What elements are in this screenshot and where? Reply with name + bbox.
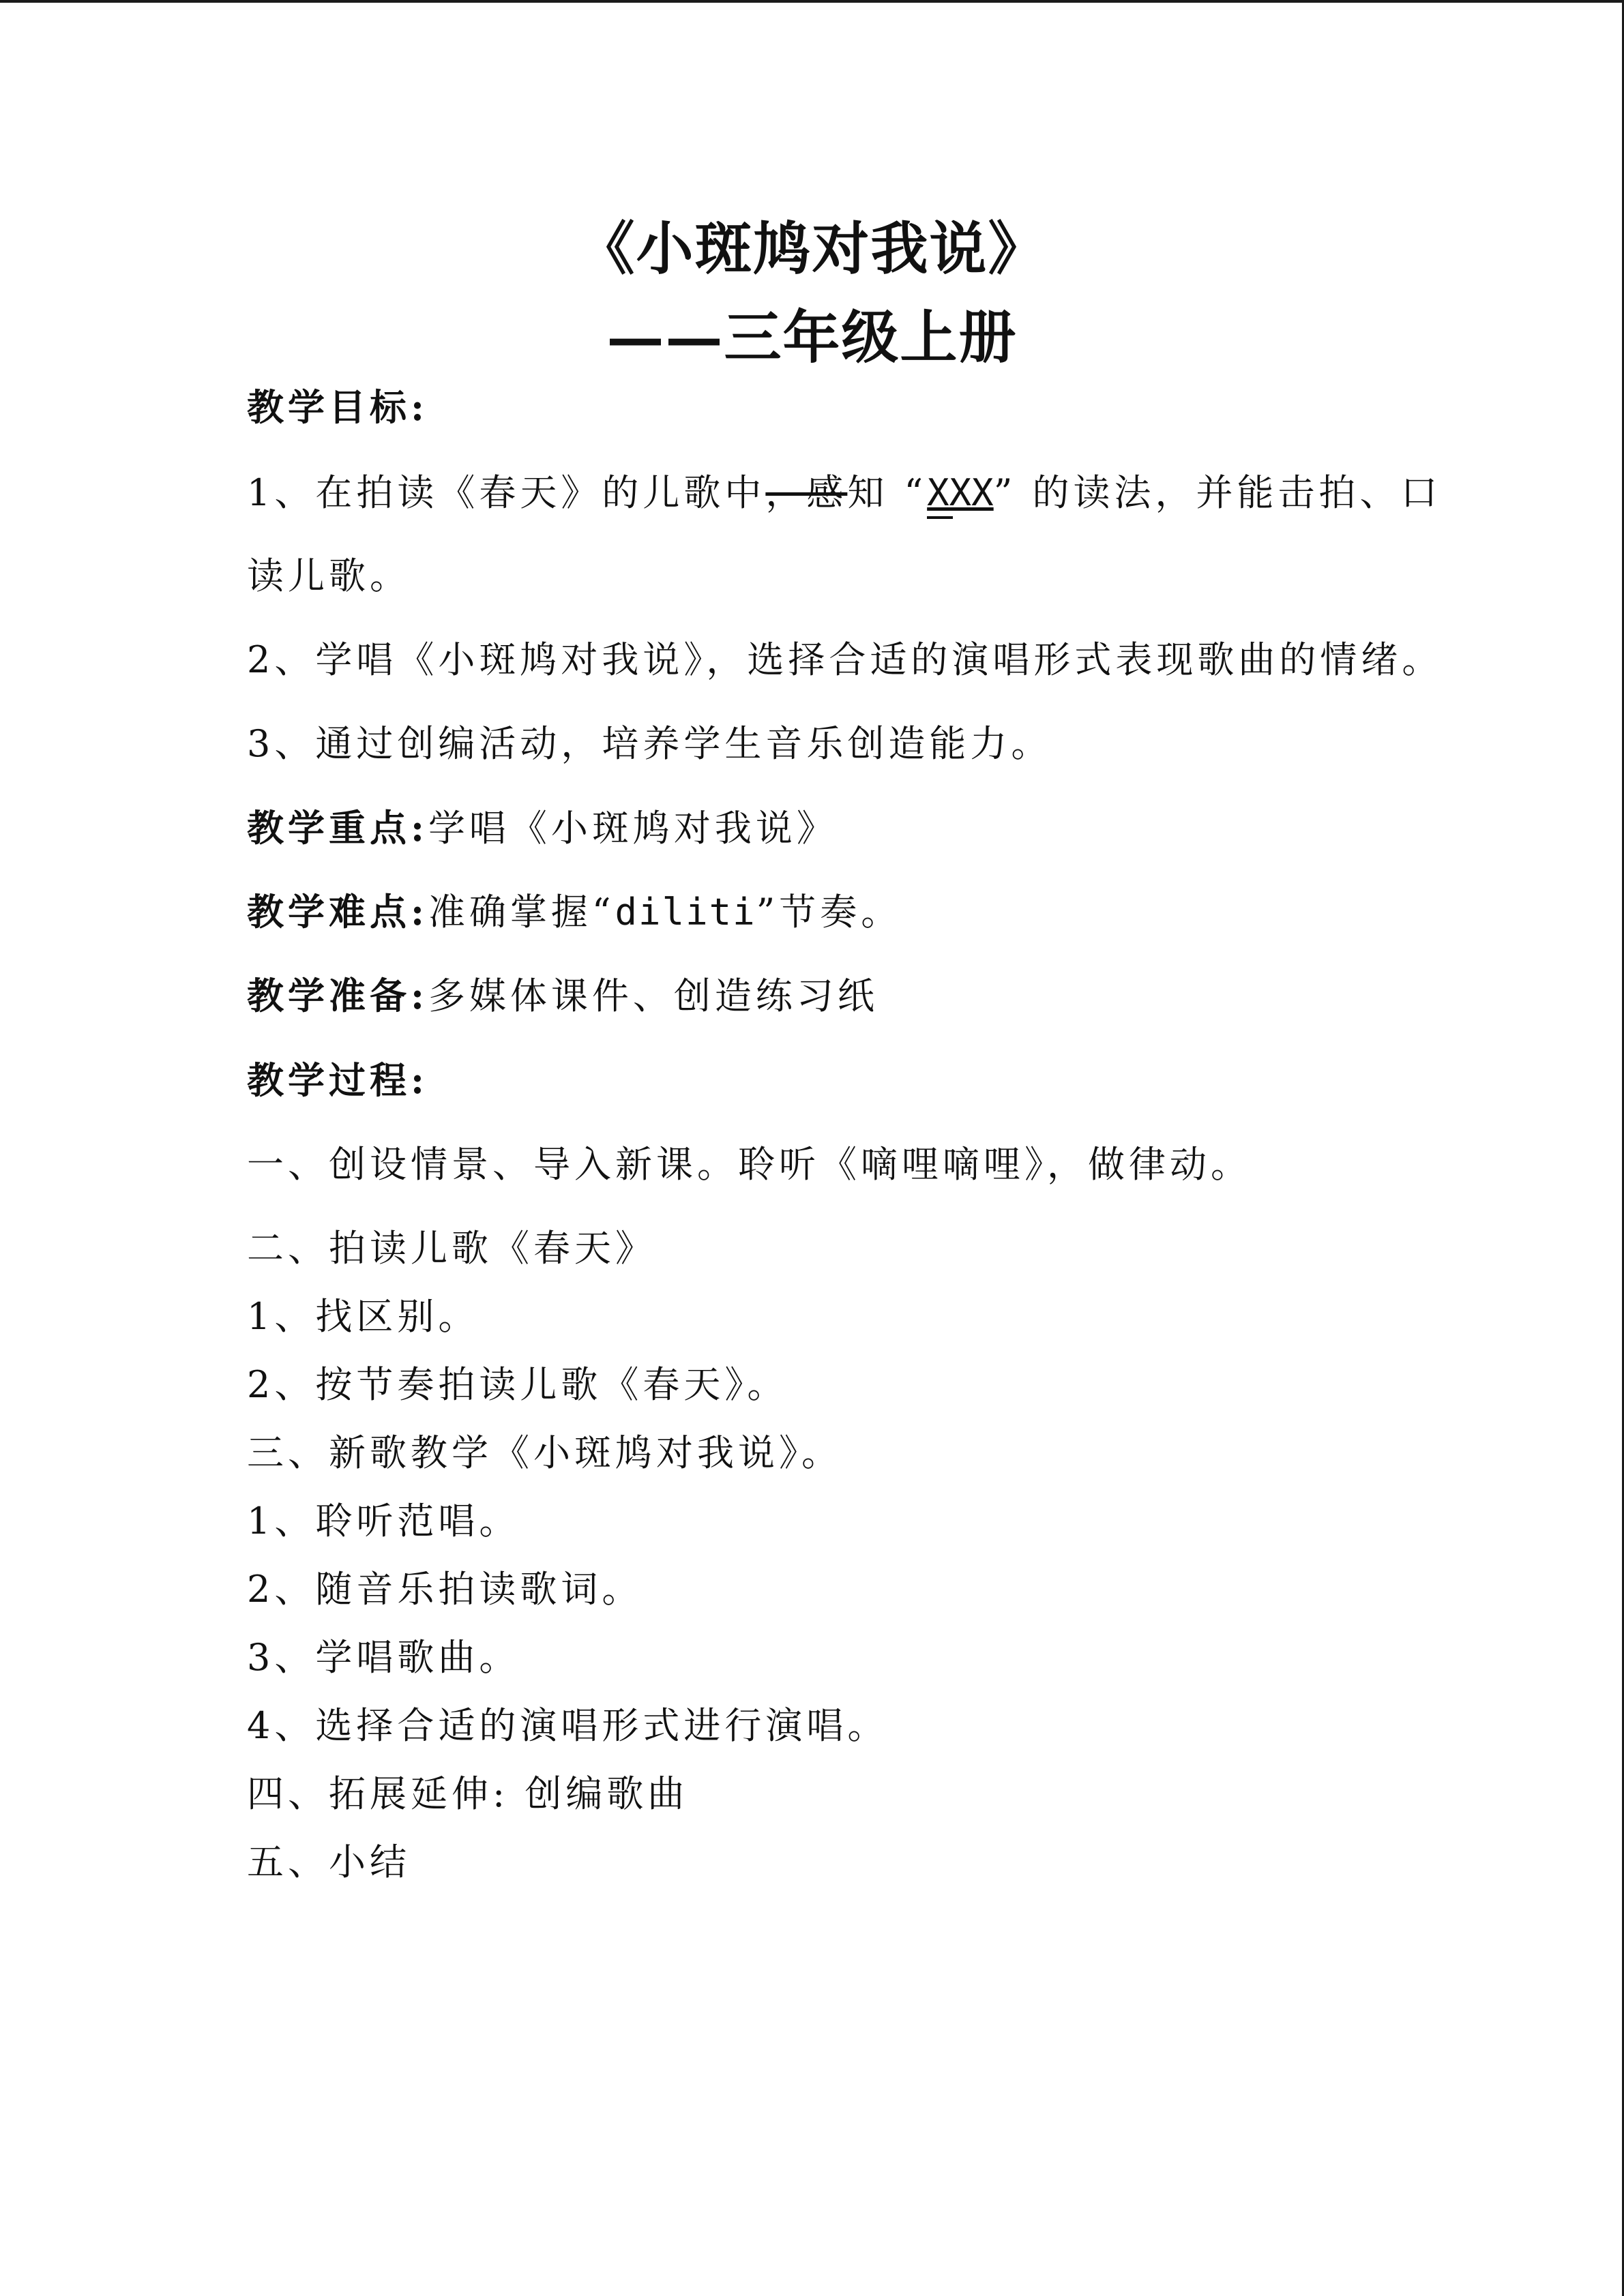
preparation-label: 教学准备: bbox=[247, 974, 428, 1017]
process-step: 二、拍读儿歌《春天》 bbox=[247, 1227, 656, 1270]
process-step: 三、新歌教学《小斑鸠对我说》。 bbox=[247, 1431, 842, 1474]
process-step: 2、随音乐拍读歌词。 bbox=[247, 1568, 643, 1611]
process-step: 3、学唱歌曲。 bbox=[247, 1636, 520, 1679]
preparation-line bbox=[247, 967, 879, 1019]
difficulty-line bbox=[247, 883, 902, 936]
objective-1-text-c: ” 的读法，并能击拍、口 bbox=[993, 471, 1442, 514]
objective-item-1-continued: 读儿歌。 bbox=[247, 554, 411, 597]
preparation-text: 多媒体课件、创造练习纸 bbox=[428, 974, 879, 1017]
process-step: 四、拓展延伸: 创编歌曲 bbox=[247, 1772, 689, 1815]
page-top-border bbox=[0, 0, 1624, 3]
process-step: 1、聆听范唱。 bbox=[247, 1500, 520, 1542]
objective-item-3: 3、通过创编活动，培养学生音乐创造能力。 bbox=[247, 722, 1052, 765]
difficulty-label: 教学难点: bbox=[247, 890, 428, 934]
objective-1-text-b: 知 “ bbox=[847, 471, 928, 514]
rhythm-notation-text: XXX bbox=[927, 471, 994, 514]
objective-1-struck-text: ，感 bbox=[765, 471, 848, 514]
process-step: 1、找区别。 bbox=[247, 1295, 479, 1338]
process-step: 五、小结 bbox=[247, 1840, 411, 1883]
difficulty-text-b: ”节奏。 bbox=[756, 891, 902, 934]
process-step: 一、创设情景、导入新课。聆听《嘀哩嘀哩》，做律动。 bbox=[247, 1143, 1252, 1186]
difficulty-text-a: 准确掌握“ bbox=[428, 891, 615, 934]
title-line-2: ——三年级上册 bbox=[606, 303, 1018, 371]
key-point-line bbox=[247, 799, 838, 852]
title-line-1: 《小斑鸠对我说》 bbox=[577, 215, 1047, 282]
process-step: 4、选择合适的演唱形式进行演唱。 bbox=[247, 1704, 889, 1747]
objective-1-text-a: 1、在拍读《春天》的儿歌中 bbox=[247, 471, 766, 514]
key-point-text: 学唱《小斑鸠对我说》 bbox=[428, 807, 838, 850]
process-step: 2、按节奏拍读儿歌《春天》。 bbox=[247, 1363, 788, 1406]
document-title bbox=[0, 205, 1624, 382]
process-heading: 教学过程: bbox=[247, 1058, 428, 1102]
objective-item-2: 2、学唱《小斑鸠对我说》，选择合适的演唱形式表现歌曲的情绪。 bbox=[247, 638, 1443, 681]
key-point-label: 教学重点: bbox=[247, 806, 428, 850]
rhythm-notation-bar bbox=[927, 516, 953, 519]
objectives-heading: 教学目标: bbox=[247, 385, 428, 429]
difficulty-rhythm: diliti bbox=[615, 891, 756, 934]
objective-item-1 bbox=[247, 464, 1441, 516]
rhythm-notation-xxx bbox=[927, 471, 994, 514]
